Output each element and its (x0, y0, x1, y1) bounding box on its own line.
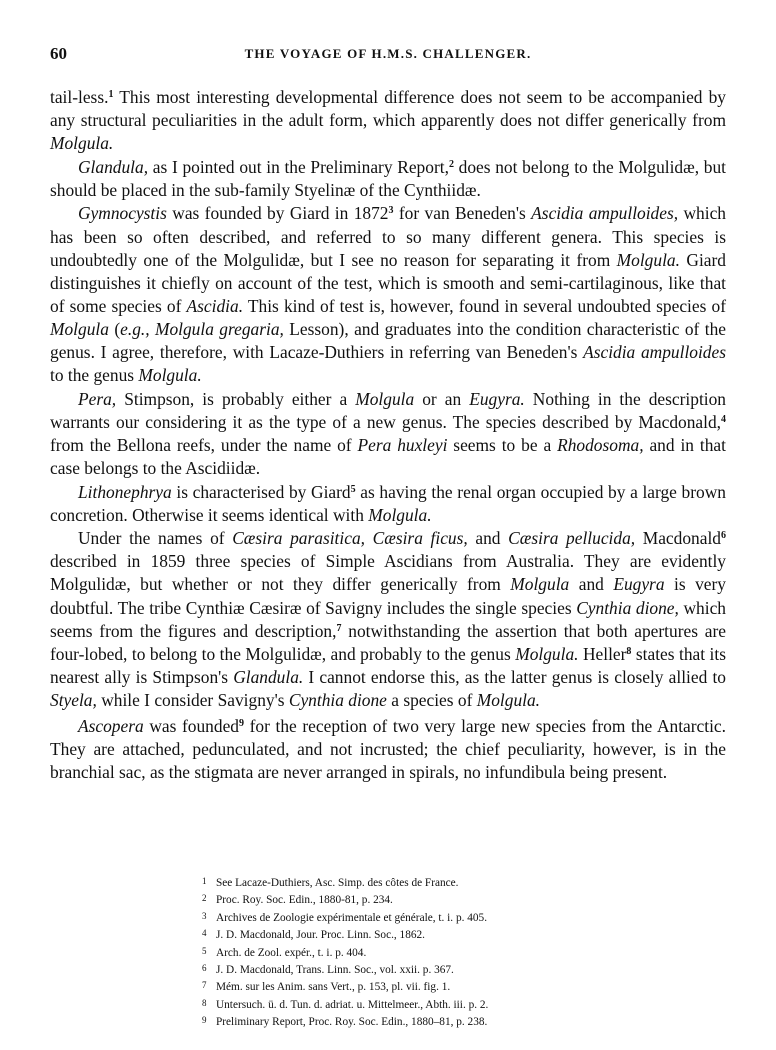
text: and (467, 528, 509, 549)
paragraph-5 (50, 481, 726, 527)
text: seems to be a (447, 434, 558, 455)
taxon-name: Pera, (78, 388, 117, 409)
text: was founded by Giard in 1872 (166, 203, 389, 224)
text: and in that case belongs to the Ascidiidæ. (50, 434, 726, 478)
text: a species of (386, 689, 477, 710)
footnote-number: 8 (202, 997, 207, 1008)
running-title: THE VOYAGE OF H.M.S. CHALLENGER. (244, 46, 532, 61)
footnote-number: 1 (202, 876, 207, 886)
footnote-ref: 5 (350, 483, 356, 495)
footnote-ref: 2 (448, 158, 454, 170)
taxon-name: e.g., Molgula gregaria, (120, 318, 284, 339)
taxon-name: Molgula. (616, 249, 680, 270)
taxon-name: Lithonephrya (78, 481, 172, 502)
taxon-name: Cæsira pellucida, (508, 528, 636, 549)
text: Giard distinguishes it chiefly on account of the test, which is smooth and semi-cartilaginous, like that of some species of (50, 249, 726, 316)
taxon-name: Ascopera (78, 716, 144, 737)
taxon-name: Cæsira parasitica, Cæsira ficus, (232, 528, 468, 549)
text: as I pointed out in the Preliminary Report, (148, 156, 449, 177)
footnote (202, 926, 702, 943)
text: from the Bellona reefs, under the name of (50, 434, 358, 455)
footnote-number: 6 (202, 963, 207, 974)
taxon-name: Eugyra. (469, 388, 525, 409)
text: This most interesting developmental difference does not seem to be accompanied by any structural peculiarities in the adult form, which apparently does not differ generically from (50, 87, 726, 131)
taxon-name: Molgula (510, 574, 570, 595)
footnote-text: Preliminary Report, Proc. Roy. Soc. Edin., 1880–81, p. 238. (216, 1016, 488, 1029)
text: or an (414, 388, 470, 409)
text: Under the names of (78, 528, 233, 549)
text: notwithstanding the assertion that both apertures are four-lobed, to belong to the Molgulidæ, and probably to the genus (50, 620, 726, 664)
footnote-number: 2 (202, 893, 207, 904)
taxon-name: Molgula. (368, 504, 432, 525)
taxon-name: Pera huxleyi (357, 434, 448, 455)
taxon-name: Ascidia ampulloides (583, 342, 726, 363)
footnote (202, 996, 702, 1013)
paragraph-4 (50, 388, 726, 480)
text: which has been so often described, and referred to so many different genera. This species is undoubtedly one of the Molgulidæ, but I see no reason for separating it from (50, 203, 726, 270)
text: described in 1859 three species of Simple Ascidians from Australia. They are evidently Molgulidæ, but whether or not they differ generically from (50, 551, 726, 595)
footnote-text: Arch. de Zool. expér., t. i. p. 404. (216, 946, 367, 959)
footnote-number: 9 (202, 1015, 207, 1026)
footnote-ref: 1 (108, 89, 114, 100)
taxon-name: Molgula. (50, 133, 114, 154)
footnote-ref: 9 (238, 718, 244, 730)
taxon-name: Molgula (50, 318, 109, 339)
footnote (202, 874, 702, 891)
footnote-text: J. D. Macdonald, Trans. Linn. Soc., vol. xxii. p. 367. (216, 964, 454, 977)
taxon-name: Molgula. (515, 643, 579, 664)
paragraph-7 (50, 715, 726, 784)
text: ( (108, 318, 121, 339)
text: Nothing in the description warrants our considering it as the type of a new genus. The species described by Macdonald, (50, 388, 726, 432)
footnote (202, 961, 702, 978)
taxon-name: Molgula (355, 388, 415, 409)
text: to the genus (50, 365, 139, 386)
paragraph-3 (50, 202, 726, 387)
text: is very doubtful. The tribe Cynthiæ Cæsiræ of Savigny includes the single species (50, 574, 727, 618)
footnote-text: Untersuch. ü. d. Tun. d. adriat. u. Mittelmeer., Abth. iii. p. 2. (216, 998, 489, 1011)
text: is characterised by Giard (171, 481, 351, 502)
taxon-name: Ascidia. (186, 295, 244, 316)
text: Heller (578, 643, 627, 664)
footnote-number: 4 (202, 928, 207, 939)
page-number: 60 (50, 44, 67, 63)
footnote-text: J. D. Macdonald, Jour. Proc. Linn. Soc., 1862. (216, 929, 425, 942)
text: I cannot endorse this, as the latter genus is closely allied to (303, 666, 726, 687)
footnotes (202, 874, 702, 1031)
paragraph-1 (50, 86, 726, 155)
taxon-name: Eugyra (613, 574, 665, 595)
paragraph-6 (50, 527, 726, 712)
footnote-ref: 7 (336, 622, 342, 634)
footnote-number: 5 (202, 945, 207, 956)
footnote-text: Proc. Roy. Soc. Edin., 1880-81, p. 234. (216, 894, 393, 907)
text: Stimpson, is probably either a (116, 388, 356, 409)
text: states that its nearest ally is Stimpson's (50, 643, 726, 687)
footnote (202, 978, 702, 995)
paragraph-2 (50, 156, 726, 202)
body-text (50, 86, 726, 784)
taxon-name: Ascidia ampulloides, (531, 203, 679, 224)
text: which seems from the figures and description, (50, 597, 726, 641)
footnote (202, 1013, 702, 1030)
text: tail-less. (50, 87, 109, 107)
taxon-name: Cynthia dione, (576, 597, 679, 618)
text: Lesson), and graduates into the condition characteristic of the genus. I agree, therefore, with Lacaze-Duthiers in referring van Beneden's (50, 318, 726, 363)
footnote-text: See Lacaze-Duthiers, Asc. Simp. des côtes de France. (216, 877, 459, 889)
footnote-text: Mém. sur les Anim. sans Vert., p. 153, pl. vii. fig. 1. (216, 981, 451, 994)
footnote (202, 891, 702, 908)
text: for the reception of two very large new species from the Antarctic. They are attached, pedunculated, and not incrusted; the chief peculiarity, however, is in the branchial sac, as the stigmata are never arranged in spirals, no infundibula being present. (50, 716, 726, 783)
footnote-ref: 3 (388, 205, 394, 217)
taxon-name: Glandula, (78, 156, 149, 177)
footnote-ref: 6 (721, 530, 726, 542)
taxon-name: Glandula. (233, 666, 304, 687)
text: for van Beneden's (393, 203, 532, 224)
footnote-ref: 8 (626, 645, 632, 657)
taxon-name: Gymnocystis (78, 203, 167, 224)
footnote-number: 7 (202, 980, 207, 991)
footnote-ref: 4 (721, 413, 726, 425)
taxon-name: Molgula. (476, 689, 541, 710)
taxon-name: Cynthia dione (288, 689, 387, 710)
text: Macdonald (635, 528, 721, 549)
footnote (202, 909, 702, 926)
taxon-name: Styela, (50, 689, 97, 710)
footnote-number: 3 (202, 910, 207, 921)
text: This kind of test is, however, found in several undoubted species of (243, 295, 726, 316)
footnote (202, 944, 702, 961)
taxon-name: Rhodosoma, (557, 434, 644, 455)
text: as having the renal organ occupied by a large brown concretion. Otherwise it seems identical with (50, 481, 726, 525)
page-header (50, 44, 726, 68)
footnote-text: Archives de Zoologie expérimentale et générale, t. i. p. 405. (216, 911, 488, 924)
text: does not belong to the Molgulidæ, but should be placed in the sub-family Styelinæ of the Cynthiidæ. (50, 156, 726, 200)
text: was founded (143, 716, 239, 737)
taxon-name: Molgula. (138, 365, 202, 386)
text: while I consider Savigny's (96, 689, 289, 710)
text: and (569, 574, 614, 595)
